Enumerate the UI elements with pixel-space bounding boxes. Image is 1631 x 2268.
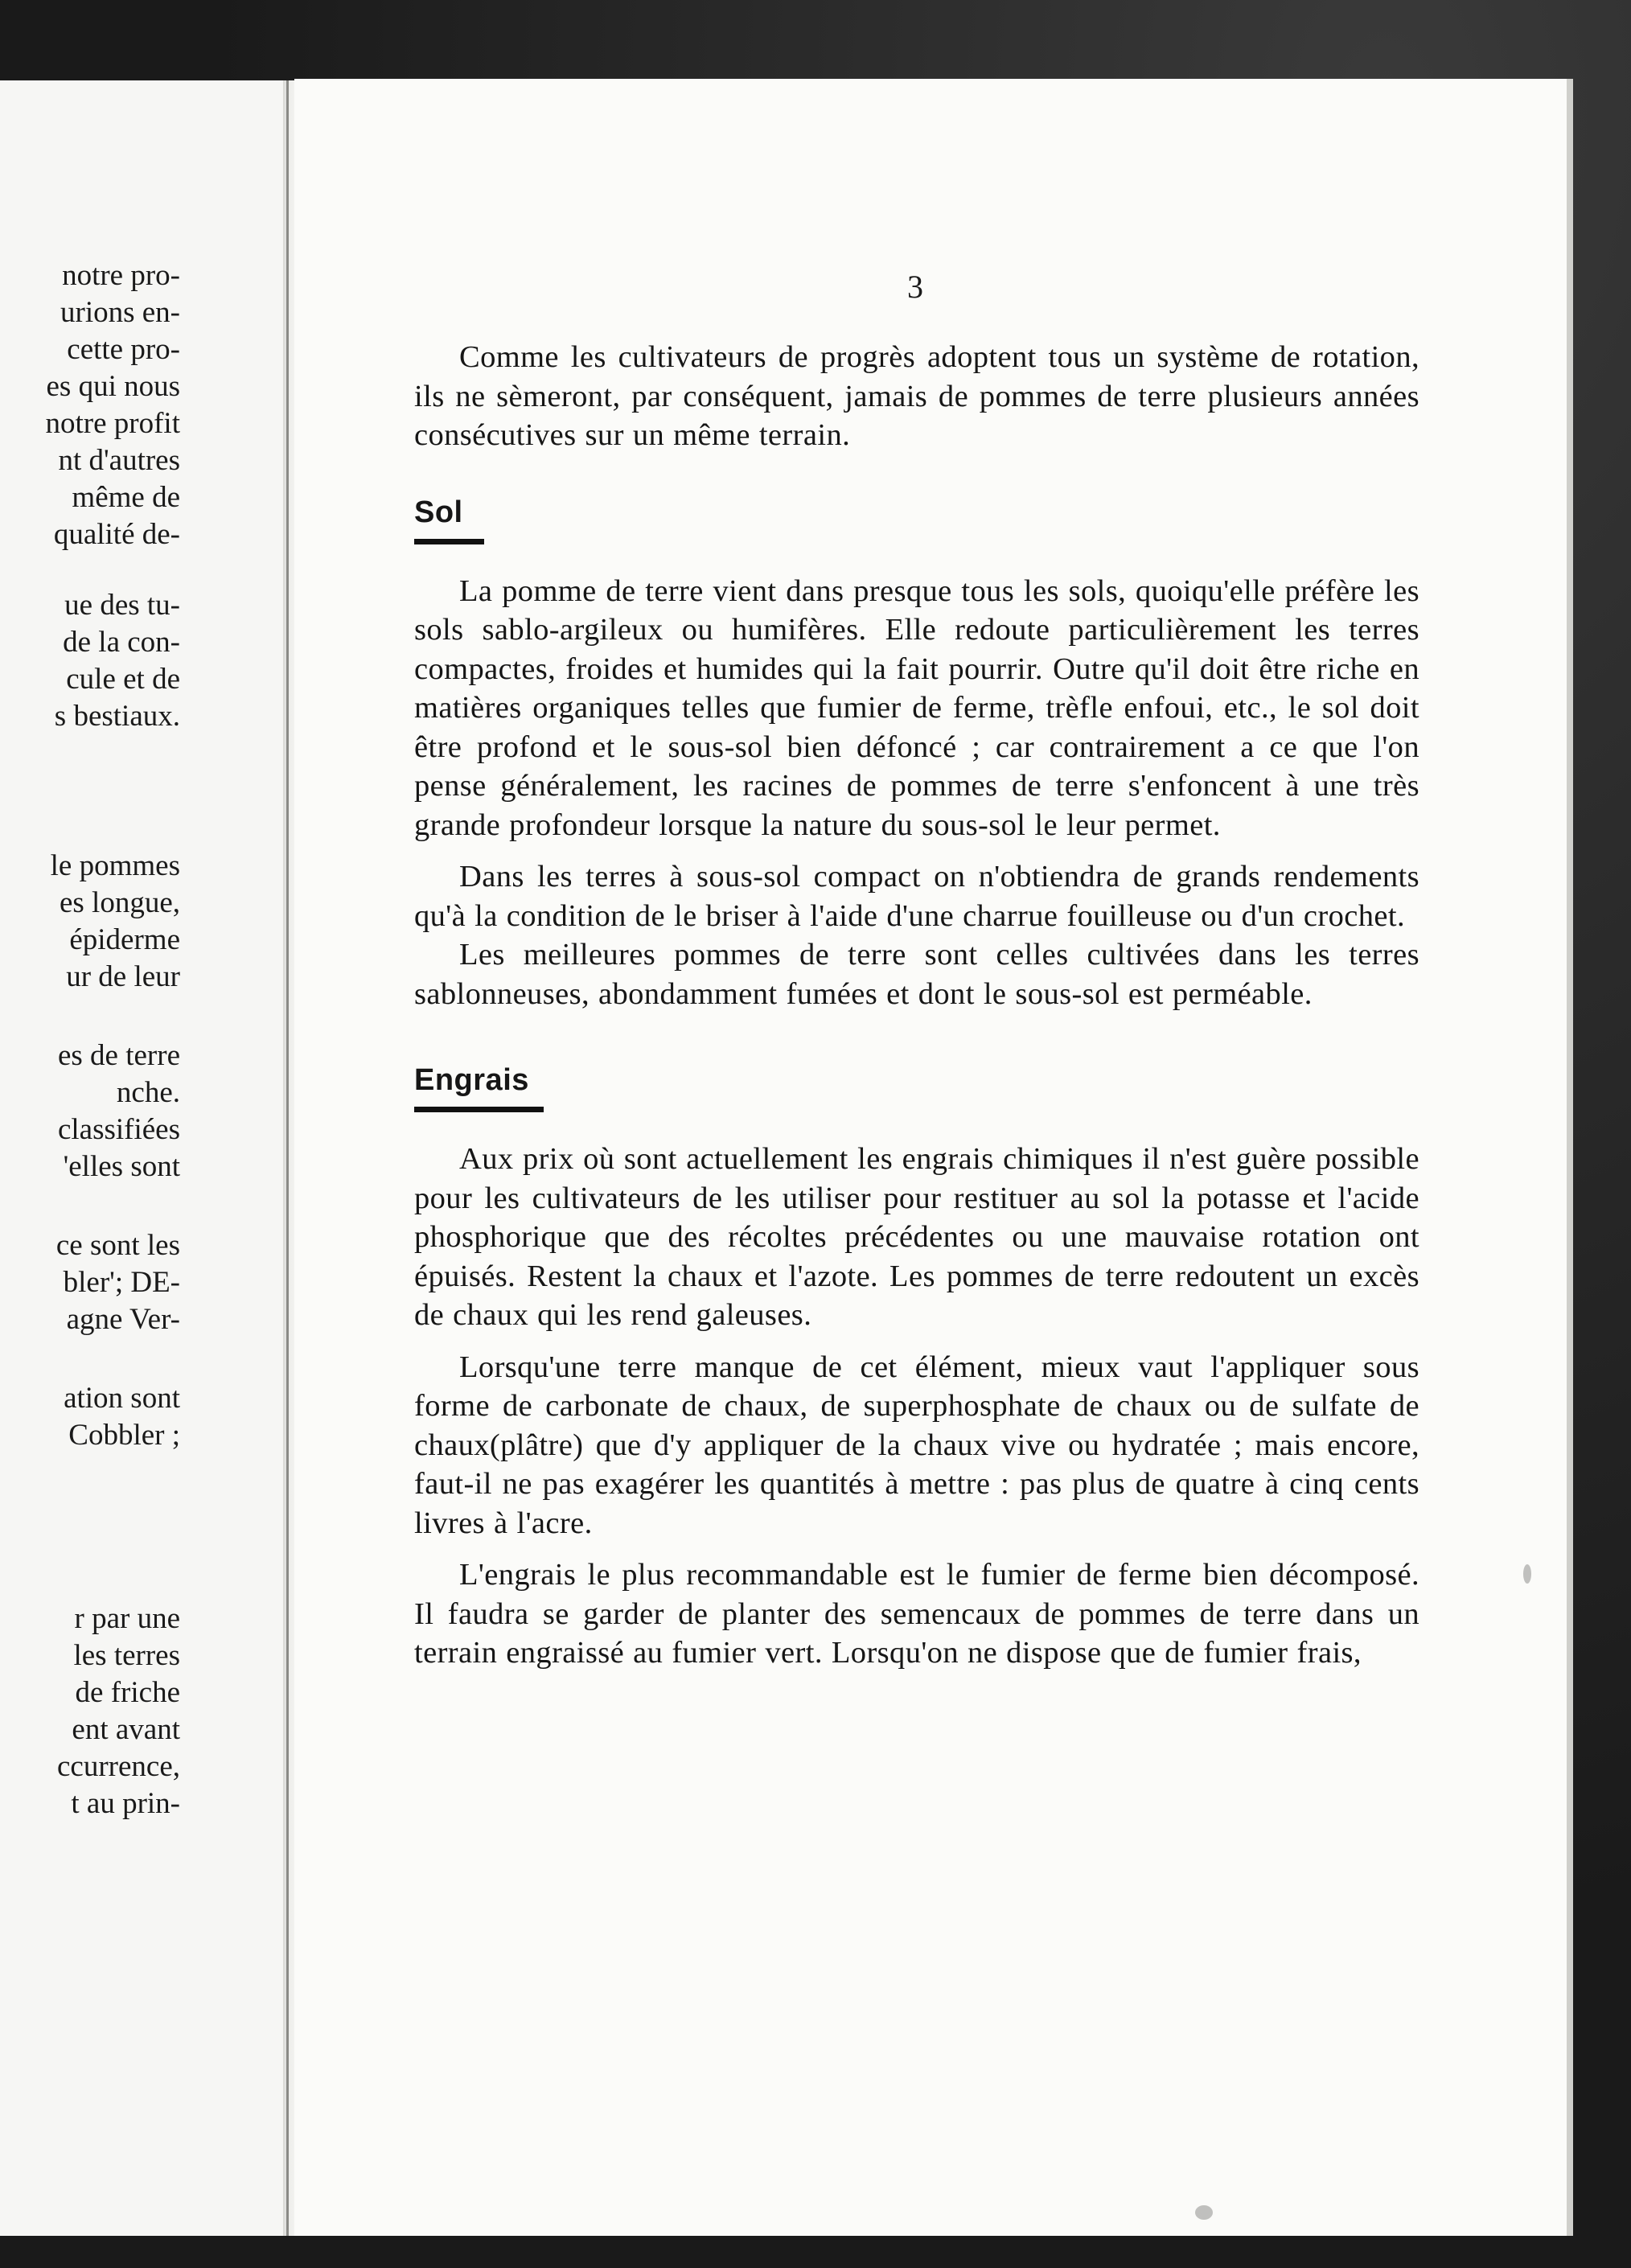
left-page-line: classifiées xyxy=(57,1113,180,1146)
left-page-line: ent avant xyxy=(72,1713,180,1746)
left-page-line: urions en- xyxy=(60,296,180,329)
left-page-line: ation sont xyxy=(64,1382,180,1415)
sol-paragraph-1: La pomme de terre vient dans presque tous les sols, quoiqu'elle préfère les sols sablo-argileux ou humifères. Elle redoute particulièrement les terres compactes, froides et humides qui la fait pourrir. Outre qu'il doit être riche en matières organiques telles que fumier de ferme, trèfle enfoui, etc., le sol doit être profond et le sous-sol bien défoncé ; car contrairement a ce que l'on pense généralement, les racines de pommes de terre s'enfoncent à une très grande profondeur lorsque la nature du sous-sol le leur permet. xyxy=(414,573,1419,842)
left-page-line: agne Ver- xyxy=(66,1303,180,1336)
gutter-fold-line xyxy=(286,80,289,2236)
left-page-line: Cobbler ; xyxy=(68,1419,180,1452)
left-page-line: ce sont les xyxy=(55,1229,180,1262)
left-page-line: cule et de xyxy=(66,663,180,696)
scan-speck xyxy=(1523,1564,1531,1584)
left-page-line: 'elles sont xyxy=(63,1150,180,1183)
left-page-line: r par une xyxy=(74,1602,180,1635)
left-page-line: ccurrence, xyxy=(56,1750,180,1783)
left-page-line: es qui nous xyxy=(46,370,180,403)
left-page-line: le pommes xyxy=(50,849,180,882)
section-heading-sol: Sol xyxy=(414,494,484,544)
left-page-line: nt d'autres xyxy=(58,444,180,477)
left-page-line: es longue, xyxy=(59,886,180,919)
left-page-line: cette pro- xyxy=(67,333,180,366)
scan-speck xyxy=(1195,2205,1213,2220)
intro-paragraph: Comme les cultivateurs de progrès adoptent tous un système de rotation, ils ne sèmeront, par conséquent, jamais de pommes de terre plusieurs années consécutives sur un même terrain. xyxy=(414,340,1419,452)
book-gutter xyxy=(283,80,294,2236)
page-edge xyxy=(1567,79,1573,2236)
left-page-line: nche. xyxy=(116,1076,180,1109)
section-heading-engrais: Engrais xyxy=(414,1062,544,1112)
page-number: 3 xyxy=(907,269,923,305)
left-page xyxy=(0,80,283,2236)
left-page-line: ur de leur xyxy=(66,960,180,993)
left-page-line: les terres xyxy=(73,1639,180,1672)
left-page-line: qualité de- xyxy=(53,518,180,551)
engrais-paragraph-2: Lorsqu'une terre manque de cet élément, mieux vaut l'appliquer sous forme de carbonate de chaux, de superphosphate de chaux ou de sulfate de chaux(plâtre) que d'y appliquer de la chaux vive ou hydratée ; mais encore, faut-il ne pas exagérer les quantités à mettre : pas plus de quatre à cinq cents livres à l'acre. xyxy=(414,1350,1419,1540)
section-sol xyxy=(414,494,1419,544)
left-page-line: de la con- xyxy=(63,626,180,659)
left-page-line: es de terre xyxy=(57,1039,180,1072)
left-page-line: ue des tu- xyxy=(64,589,180,622)
sol-paragraph-3: Les meilleures pommes de terre sont celles cultivées dans les terres sablonneuses, abondamment fumées et dont le sous-sol est perméable. xyxy=(414,938,1419,1011)
left-page-line: notre pro- xyxy=(62,259,180,292)
left-page-line: épiderme xyxy=(69,923,180,956)
left-page-line: notre profit xyxy=(45,407,180,440)
engrais-paragraph-1: Aux prix où sont actuellement les engrais chimiques il n'est guère possible pour les cultivateurs de les utiliser pour restituer au sol la potasse et l'acide phosphorique que des récoltes précédentes ou une mauvaise rotation ont épuisés. Restent la chaux et l'azote. Les pommes de terre redoutent un excès de chaux qui les rend galeuses. xyxy=(414,1142,1419,1332)
engrais-paragraph-3: L'engrais le plus recommandable est le fumier de ferme bien décomposé. Il faudra se garder de planter des semencaux de pommes de terre dans un terrain engraissé au fumier vert. Lorsqu'on ne dispose que de fumier frais, xyxy=(414,1558,1419,1670)
left-page-line: bler'; DE- xyxy=(63,1266,180,1299)
left-page-line: même de xyxy=(72,481,180,514)
page-body xyxy=(414,338,1419,1673)
left-page-line: de friche xyxy=(75,1676,180,1709)
section-engrais xyxy=(414,1062,1419,1112)
sol-paragraph-2: Dans les terres à sous-sol compact on n'obtiendra de grands rendements qu'à la condition de le briser à l'aide d'une charrue fouilleuse ou d'un crochet. xyxy=(414,860,1419,933)
left-page-line: t au prin- xyxy=(71,1787,180,1820)
left-page-line: s bestiaux. xyxy=(54,700,180,733)
